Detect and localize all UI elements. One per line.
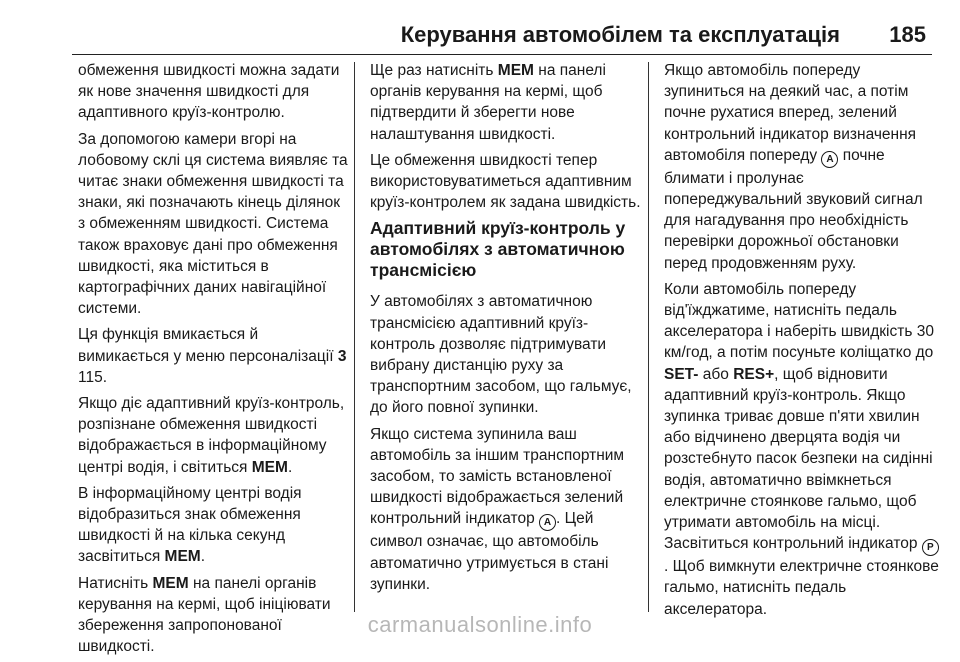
paragraph — [370, 60, 642, 145]
column-2 — [370, 60, 642, 600]
paragraph — [78, 324, 350, 388]
paragraph-text: почне блимати і пролунає попереджувальний звуковий сигнал для нагадування про необхідність перевірки дорожньої обстановки перед продовженням руху. — [664, 146, 923, 272]
paragraph-text: Натисніть — [78, 574, 149, 592]
paragraph — [370, 424, 642, 595]
parking-brake-indicator-icon: P — [922, 539, 939, 556]
paragraph — [664, 60, 940, 274]
paragraph — [78, 483, 350, 568]
paragraph-text: Якщо автомобіль попереду зупиниться на деякий час, а потім почне рухатися вперед, зелений контрольний індикатор визначення автомобіля попереду — [664, 62, 917, 164]
punctuation: . — [200, 548, 206, 566]
paragraph — [664, 279, 940, 620]
paragraph-text: на панелі органів керування на кермі, щоб ініціювати збереження запропонованої швидкості. — [78, 574, 331, 656]
column-3 — [664, 60, 940, 625]
paragraph-text: Ще раз натисніть — [370, 62, 494, 79]
mem-button-label: MEM — [164, 548, 201, 566]
paragraph-text: Якщо система зупинила ваш автомобіль за іншим транспортним засобом, то замість встановленої швидкості відображається зелений контрольний індикатор — [370, 425, 625, 528]
paragraph-text: . Щоб вимкнути електричне стоянкове гальмо, натисніть педаль акселератора. — [664, 558, 939, 618]
paragraph-text: Ця функція вмикається й вимикається у меню персоналізації — [78, 326, 334, 365]
page-title: Керування автомобілем та експлуатація — [400, 22, 840, 47]
set-minus-label: SET- — [664, 365, 699, 383]
page-number: 185 — [889, 22, 926, 47]
mem-button-label: MEM — [497, 62, 534, 79]
column-1 — [78, 60, 350, 662]
paragraph-text: на панелі органів керування на кермі, щоб підтвердити й зберегти нове налаштування швидкості. — [370, 62, 606, 143]
paragraph: За допомогою камери вгорі на лобовому склі ця система виявляє та читає знаки обмеження швидкості та знаки, які позначають кінець ділянок з обмеженням швидкості. Система також враховує дані про обмеження швидкості, яка міститься в картографічних даних навігаційної системи. — [78, 130, 348, 318]
paragraph-text: , щоб відновити адаптивний круїз-контроль. Якщо зупинка триває довше п'яти хвилин або відчинено дверцята водія чи розстебнуто пасок безпеки на сидінні водія, автоматично ввімкнеться електричне стоянкове гальмо, щоб утримати автомобіль на місці. Засвітиться контрольний індикатор — [664, 365, 933, 553]
vehicle-ahead-indicator-icon: A — [539, 514, 556, 531]
paragraph: Це обмеження швидкості тепер використовуватиметься адаптивним круїз-контролем як задана швидкість. — [370, 151, 641, 212]
watermark: carmanualsonline.info — [367, 612, 593, 637]
paragraph: обмеження швидкості можна задати як нове значення швидкості для адаптивного круїз-контролю. — [78, 62, 340, 122]
paragraph-text: або — [702, 365, 729, 383]
paragraph-text: . Цей символ означає, що автомобіль автоматично утримується в стані зупинки. — [370, 510, 609, 593]
column-divider-2 — [648, 62, 649, 612]
page-reference-link[interactable]: 115. — [78, 368, 108, 386]
column-divider-1 — [354, 62, 355, 612]
paragraph — [78, 393, 350, 478]
mem-button-label: MEM — [152, 574, 189, 592]
mem-button-label: MEM — [251, 458, 288, 476]
paragraph-text: Коли автомобіль попереду від'їжджатиме, натисніть педаль акселератора і наберіть швидкість 30 км/год, а потім посуньте коліщатко до — [664, 280, 934, 362]
header-divider — [72, 54, 932, 55]
paragraph-text: Якщо діє адаптивний круїз-контроль, розпізнане обмеження швидкості відображається в інформаційному центрі водія, і світиться — [78, 395, 345, 476]
res-plus-label: RES+ — [733, 365, 775, 383]
punctuation: . — [287, 458, 293, 476]
page-header — [0, 0, 960, 56]
paragraph: У автомобілях з автоматичною трансмісією адаптивний круїз-контроль дозволяє підтримувати вибрану дистанцію руху за транспортним засобом, що гальмує, до його повної зупинки. — [370, 293, 632, 417]
section-heading: Адаптивний круїз-контроль у автомобілях з автоматичною трансмісією — [370, 218, 626, 281]
paragraph-text: В інформаційному центрі водія відобразиться знак обмеження швидкості й на кілька секунд засвітиться — [78, 484, 302, 566]
vehicle-ahead-indicator-icon: A — [821, 151, 838, 168]
page-reference-arrow-icon: 3 — [337, 347, 347, 365]
